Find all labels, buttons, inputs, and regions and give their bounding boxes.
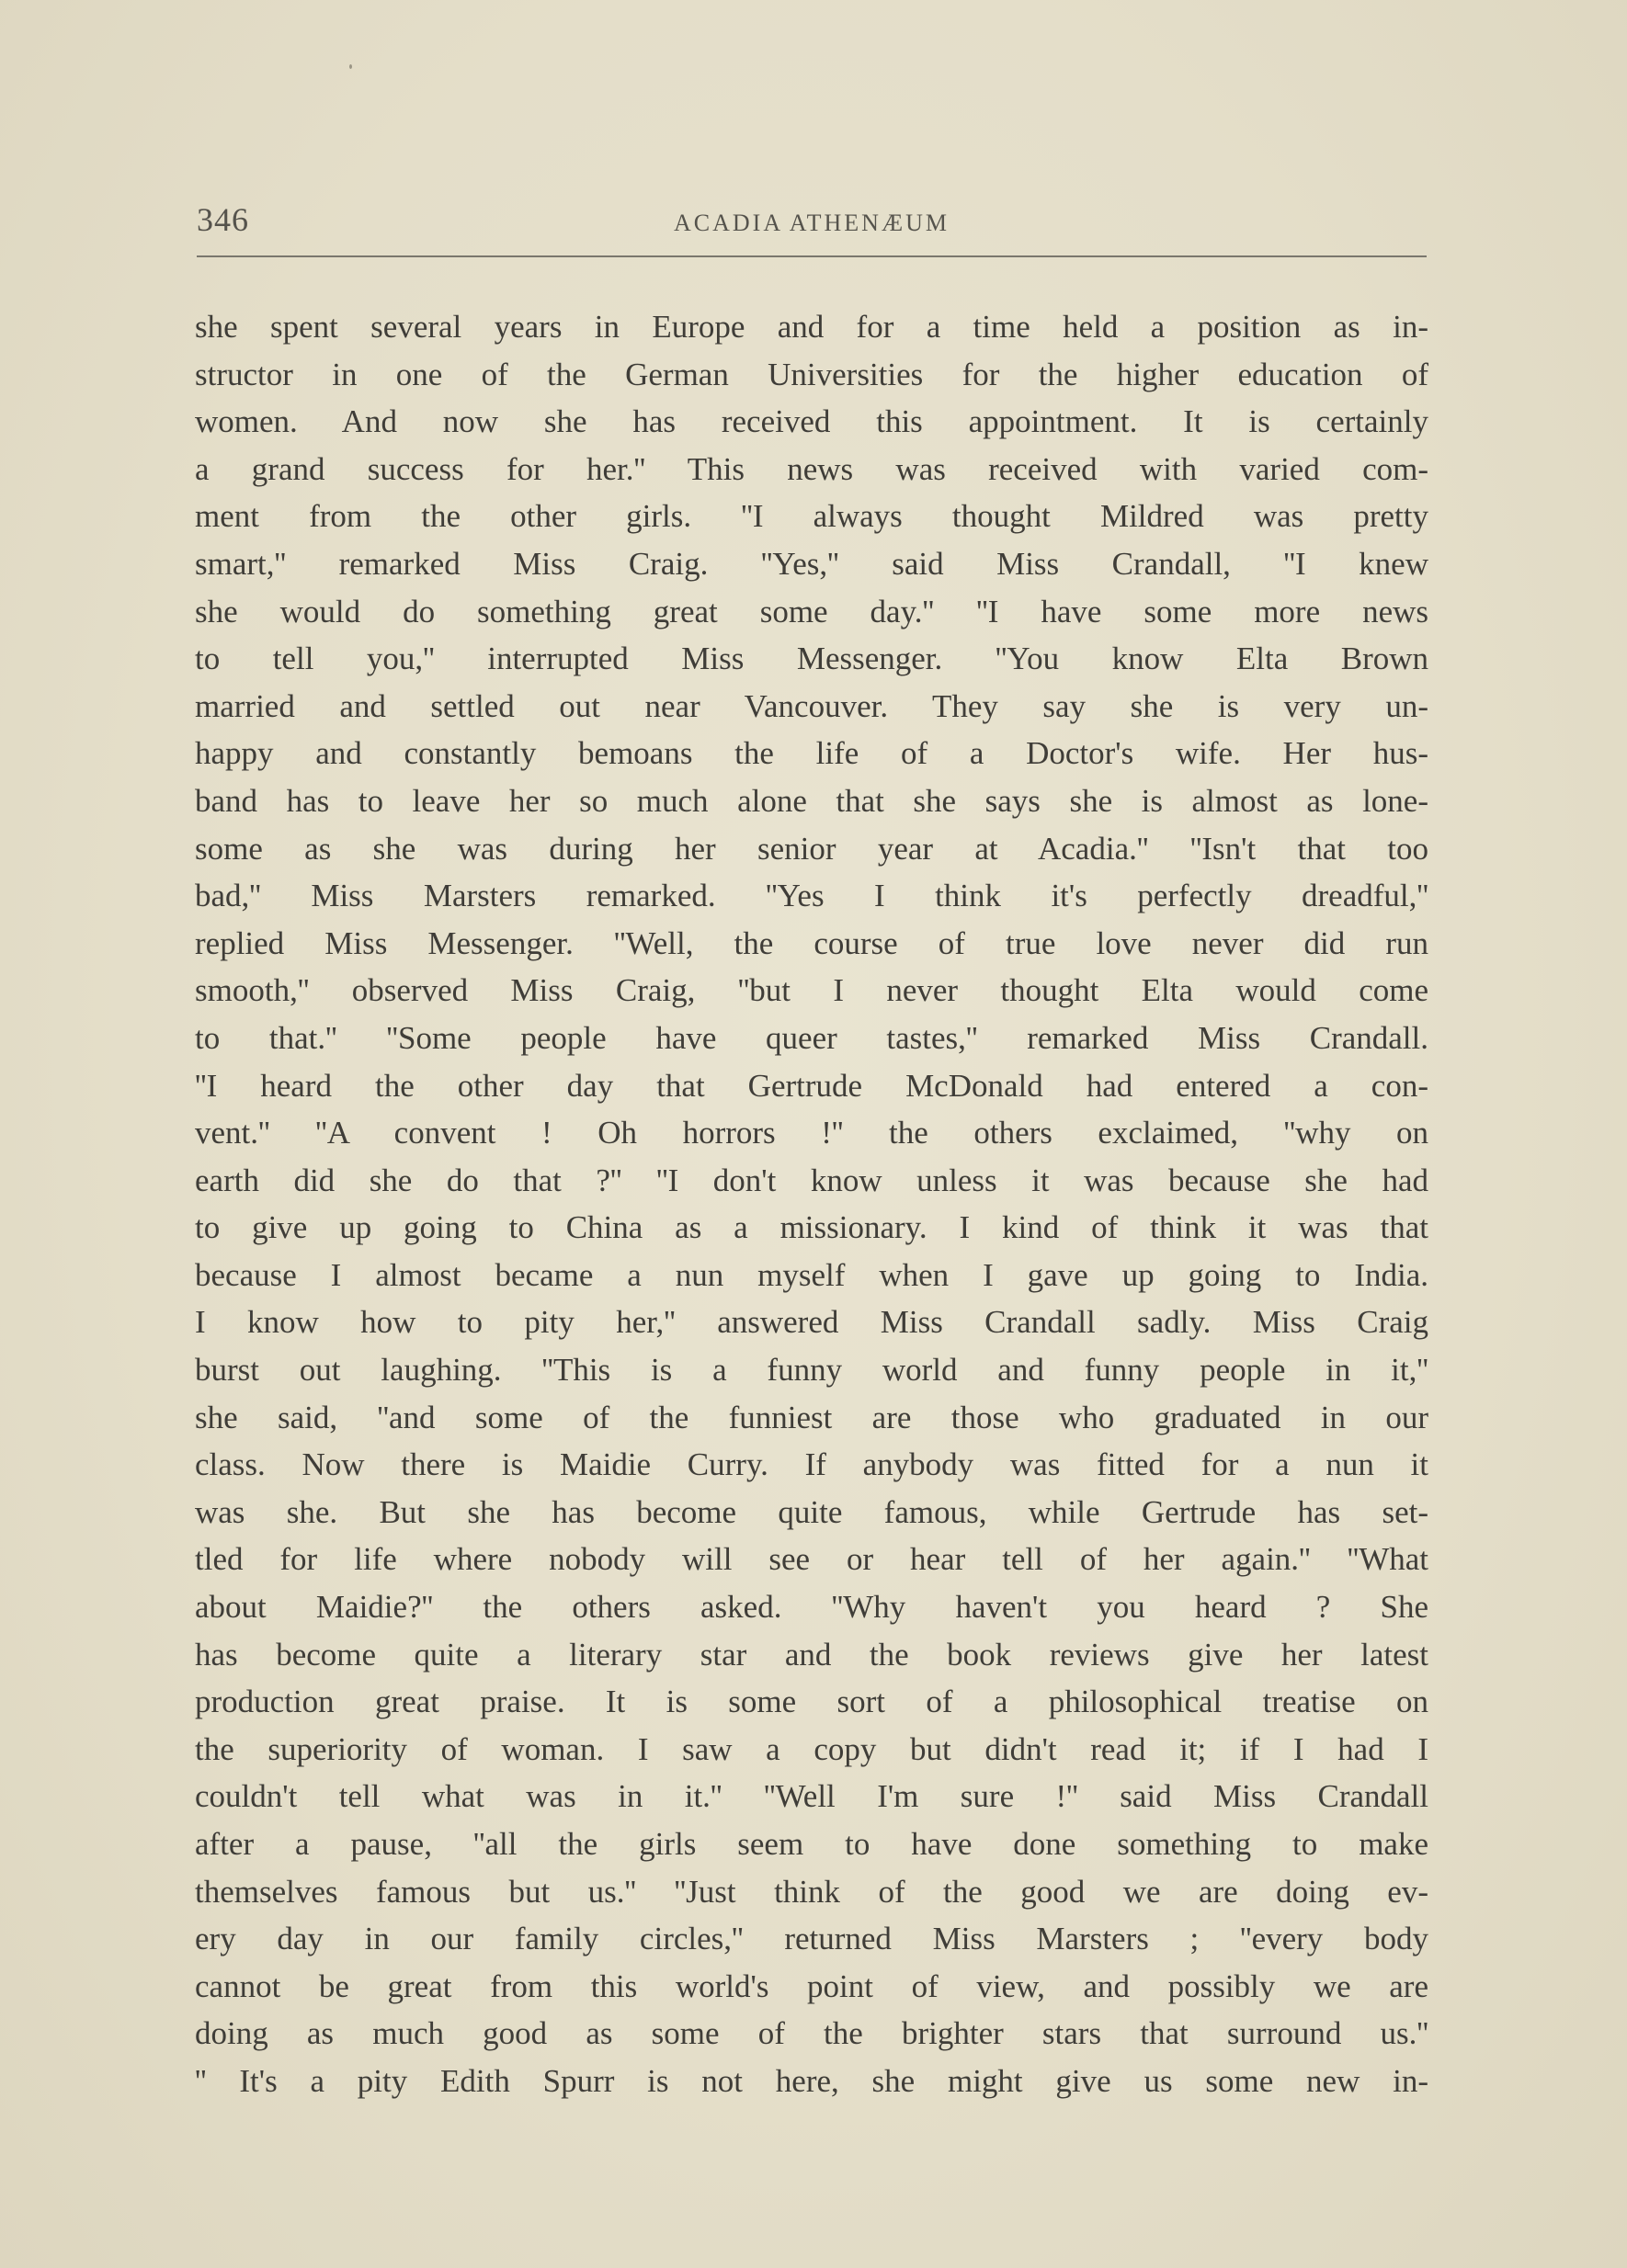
text-line: has become quite a literary star and the book reviews give her latest bbox=[195, 1636, 1428, 1673]
text-line: band has to leave her so much alone that she says she is almost as lone- bbox=[195, 782, 1428, 819]
text-line: structor in one of the German Universities for the higher education of bbox=[195, 356, 1428, 392]
text-line: class. Now there is Maidie Curry. If anybody was fitted for a nun it bbox=[195, 1446, 1428, 1483]
paper-speck bbox=[349, 64, 352, 69]
text-line: smooth,'' observed Miss Craig, ''but I never thought Elta would come bbox=[195, 972, 1428, 1009]
running-title: ACADIA ATHENÆUM bbox=[674, 210, 950, 236]
header-rule bbox=[197, 255, 1427, 257]
text-line: the superiority of woman. I saw a copy but didn't read it; if I had I bbox=[195, 1730, 1428, 1767]
text-line: burst out laughing. ''This is a funny world and funny people in it,'' bbox=[195, 1352, 1428, 1389]
body-text bbox=[195, 303, 1428, 2105]
text-line: she said, ''and some of the funniest are those who graduated in our bbox=[195, 1399, 1428, 1435]
text-line: production great praise. It is some sort of a philosophical treatise on bbox=[195, 1684, 1428, 1720]
text-line: bad,'' Miss Marsters remarked. ''Yes I think it's perfectly dreadful,'' bbox=[195, 878, 1428, 914]
text-line: '' It's a pity Edith Spurr is not here, she might give us some new in- bbox=[195, 2062, 1428, 2099]
text-line: she would do something great some day.'' ''I have some more news bbox=[195, 593, 1428, 629]
text-line: earth did she do that ?'' ''I don't know unless it was because she had bbox=[195, 1162, 1428, 1198]
text-line: married and settled out near Vancouver. They say she is very un- bbox=[195, 687, 1428, 724]
text-line: cannot be great from this world's point of view, and possibly we are bbox=[195, 1967, 1428, 2004]
text-line: to tell you,'' interrupted Miss Messenger. ''You know Elta Brown bbox=[195, 641, 1428, 677]
text-line: themselves famous but us.'' ''Just think of the good we are doing ev- bbox=[195, 1873, 1428, 1910]
text-line: women. And now she has received this appointment. It is certainly bbox=[195, 403, 1428, 440]
text-line: some as she was during her senior year at Acadia.'' ''Isn't that too bbox=[195, 830, 1428, 867]
text-line: was she. But she has become quite famous, while Gertrude has set- bbox=[195, 1493, 1428, 1530]
text-line: because I almost became a nun myself when I gave up going to India. bbox=[195, 1256, 1428, 1293]
text-line: a grand success for her.'' This news was received with varied com- bbox=[195, 450, 1428, 487]
text-line: ery day in our family circles,'' returned Miss Marsters ; ''every body bbox=[195, 1921, 1428, 1957]
text-line: smart,'' remarked Miss Craig. ''Yes,'' said Miss Crandall, ''I knew bbox=[195, 545, 1428, 582]
text-line: vent.'' ''A convent ! Oh horrors !'' the others exclaimed, ''why on bbox=[195, 1115, 1428, 1151]
text-line: ''I heard the other day that Gertrude McDonald had entered a con- bbox=[195, 1067, 1428, 1104]
text-line: about Maidie?'' the others asked. ''Why haven't you heard ? She bbox=[195, 1589, 1428, 1626]
text-line: doing as much good as some of the brighter stars that surround us.'' bbox=[195, 2015, 1428, 2052]
text-line: tled for life where nobody will see or hear tell of her again.'' ''What bbox=[195, 1541, 1428, 1578]
text-line: to give up going to China as a missionary. I kind of think it was that bbox=[195, 1209, 1428, 1246]
text-line: to that.'' ''Some people have queer tastes,'' remarked Miss Crandall. bbox=[195, 1019, 1428, 1056]
text-line: couldn't tell what was in it.'' ''Well I'm sure !'' said Miss Crandall bbox=[195, 1778, 1428, 1815]
text-line: ment from the other girls. ''I always thought Mildred was pretty bbox=[195, 498, 1428, 535]
text-line: replied Miss Messenger. ''Well, the course of true love never did run bbox=[195, 924, 1428, 961]
page-header bbox=[197, 200, 1427, 252]
text-line: she spent several years in Europe and for a time held a position as in- bbox=[195, 309, 1428, 345]
page-number: 346 bbox=[197, 201, 249, 238]
text-line: after a pause, ''all the girls seem to have done something to make bbox=[195, 1826, 1428, 1862]
text-line: I know how to pity her,'' answered Miss Crandall sadly. Miss Craig bbox=[195, 1304, 1428, 1341]
text-line: happy and constantly bemoans the life of a Doctor's wife. Her hus- bbox=[195, 735, 1428, 772]
